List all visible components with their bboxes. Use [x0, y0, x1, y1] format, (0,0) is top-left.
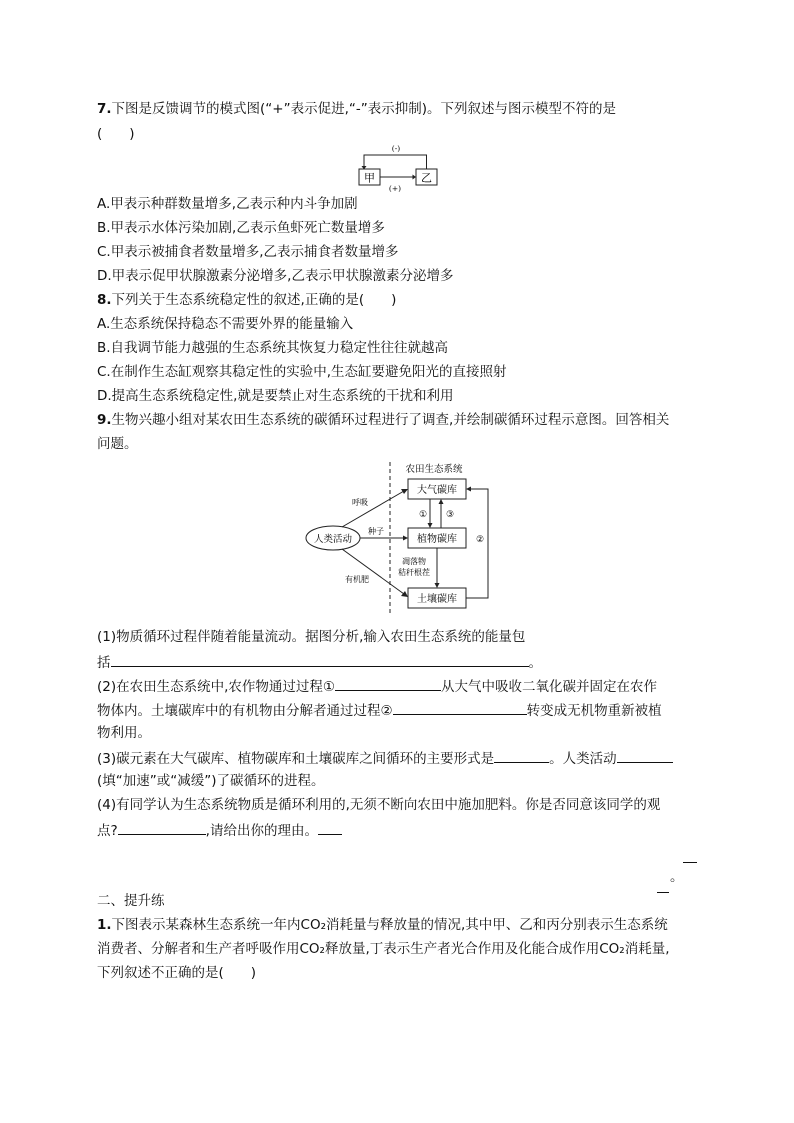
q9-sub4-blank-3[interactable] — [683, 862, 697, 863]
human-activity-label: 人类活动 — [313, 534, 353, 545]
litter-label-2: 秸秆根茬 — [398, 568, 430, 577]
q9-sub1-answer-blank[interactable] — [111, 652, 529, 667]
q8-option-c: C.在制作生态缸观察其稳定性的实验中,生态缸要避免阳光的直接照射 — [97, 364, 507, 380]
q7-option-d: D.甲表示促甲状腺激素分泌增多,乙表示甲状腺激素分泌增多 — [97, 268, 454, 284]
s2-q1-text-1: 下图表示某森林生态系统一年内CO₂消耗量与释放量的情况,其中甲、乙和丙分别表示生态系统 — [111, 917, 668, 933]
q7-option-c: C.甲表示被捕食者数量增多,乙表示捕食者数量增多 — [97, 244, 399, 260]
q9-sub4-blank-4[interactable] — [657, 878, 669, 893]
q9-sub2-blank-1[interactable] — [335, 676, 441, 691]
q9-sub4-blank-1[interactable] — [118, 820, 206, 835]
system-label: 农田生态系统 — [405, 464, 463, 475]
q8-option-d: D.提高生态系统稳定性,就是要禁止对生态系统的干扰和利用 — [97, 388, 454, 404]
q7-stem — [97, 100, 616, 118]
s2-q1-line3: 下列叙述不正确的是( ) — [97, 965, 257, 981]
q9-sub1-prefix: 括 — [97, 655, 111, 671]
q9-sub2-suffix-a: 从大气中吸收二氧化碳并固定在农作 — [441, 679, 658, 695]
fertilizer-arrowhead — [401, 591, 408, 597]
soil-pool-label: 土壤碳库 — [417, 594, 457, 605]
fertilizer-arrow — [342, 549, 404, 594]
q9-stem-text: 生物兴趣小组对某农田生态系统的碳循环过程进行了调查,并绘制碳循环过程示意图。回答相关 — [111, 412, 670, 428]
q9-sub2-prefix-b: 物体内。土壤碳库中的有机物由分解者通过过程② — [97, 703, 393, 719]
process-2-arrowhead — [466, 487, 471, 492]
q9-sub4-blank-2[interactable] — [318, 820, 342, 835]
box-yi-label: 乙 — [421, 171, 432, 185]
q9-sub1-line2 — [97, 652, 542, 672]
q7-number: 7. — [97, 101, 112, 117]
q9-sub2-blank-2[interactable] — [393, 700, 527, 715]
q9-stem-line2: 问题。 — [97, 436, 138, 452]
q9-sub4-line2 — [97, 820, 342, 840]
box-jia-label: 甲 — [364, 171, 375, 185]
q9-sub3-blank-1[interactable] — [494, 748, 549, 763]
atmosphere-pool-label: 大气碳库 — [417, 485, 457, 496]
q7-option-b: B.甲表示水体污染加剧,乙表示鱼虾死亡数量增多 — [97, 220, 385, 236]
inhibition-label: (-) — [391, 144, 401, 153]
process-3-arrowhead — [439, 499, 444, 504]
q7-answer-paren: ( ) — [97, 126, 135, 142]
process-2-label: ② — [475, 535, 485, 545]
q9-sub4-line1: (4)有同学认为生态系统物质是循环利用的,无须不断向农田中施加肥料。你是否同意该同学的观 — [97, 797, 661, 813]
q8-stem-text: 下列关于生态系统稳定性的叙述,正确的是( ) — [111, 292, 397, 308]
litter-label-1: 凋落物 — [402, 557, 426, 566]
q9-sub3-mid: 。人类活动 — [549, 751, 617, 767]
q9-sub1-suffix: 。 — [528, 655, 542, 671]
q9-sub3-line2: (填“加速”或“减缓”)了碳循环的进程。 — [97, 773, 325, 789]
q9-sub4-prefix: 点? — [97, 823, 118, 839]
litter-arrowhead — [435, 583, 440, 588]
q9-sub3-blank-2[interactable] — [617, 748, 673, 763]
q9-sub3-prefix: (3)碳元素在大气碳库、植物碳库和土壤碳库之间循环的主要形式是 — [97, 751, 495, 767]
respiration-label: 呼吸 — [352, 498, 368, 507]
plant-pool-label: 植物碳库 — [417, 534, 457, 545]
q9-sub2-suffix-b: 转变成无机物重新被植 — [526, 703, 662, 719]
s2-q1-number: 1. — [97, 917, 112, 933]
seed-label: 种子 — [368, 527, 384, 536]
section-2-title: 二、提升练 — [97, 893, 165, 909]
q7-feedback-diagram — [350, 140, 450, 192]
q9-sub4-suffix: ,请给出你的理由。 — [205, 823, 318, 839]
q9-sub4-end: 。 — [670, 869, 684, 885]
q7-stem-text: 下图是反馈调节的模式图(“+”表示促进,“-”表示抑制)。下列叙述与图示模型不符的是 — [111, 101, 617, 117]
q9-sub2-line2 — [97, 700, 662, 720]
q7-option-a: A.甲表示种群数量增多,乙表示种内斗争加剧 — [97, 196, 358, 212]
q9-sub1-line1: (1)物质循环过程伴随着能量流动。据图分析,输入农田生态系统的能量包 — [97, 629, 526, 645]
seed-arrowhead — [403, 536, 408, 541]
q9-number: 9. — [97, 412, 112, 428]
process-3-label: ③ — [445, 510, 455, 520]
s2-q1-line1 — [97, 916, 668, 934]
q8-stem — [97, 291, 396, 309]
q9-sub2-line3: 物利用。 — [97, 725, 151, 741]
q8-option-b: B.自我调节能力越强的生态系统其恢复力稳定性往往就越高 — [97, 340, 449, 356]
promotion-label: (+) — [388, 184, 402, 192]
q9-sub3-line1 — [97, 748, 673, 768]
promotion-arrowhead — [413, 175, 417, 180]
q9-carbon-cycle-diagram — [300, 458, 500, 618]
process-1-label: ① — [418, 510, 428, 520]
q9-sub2-prefix-a: (2)在农田生态系统中,农作物通过过程① — [97, 679, 336, 695]
fertilizer-label: 有机肥 — [345, 575, 369, 584]
respiration-arrowhead — [401, 489, 408, 494]
q9-sub2-line1 — [97, 676, 657, 696]
q9-stem-line1 — [97, 411, 669, 429]
process-1-arrowhead — [428, 523, 433, 528]
inhibition-arrow — [364, 155, 427, 169]
q8-option-a: A.生态系统保持稳态不需要外界的能量输入 — [97, 316, 354, 332]
respiration-arrow — [342, 491, 404, 527]
q8-number: 8. — [97, 292, 112, 308]
s2-q1-line2: 消费者、分解者和生产者呼吸作用CO₂释放量,丁表示生产者光合作用及化能合成作用CO₂消耗量, — [97, 941, 670, 957]
